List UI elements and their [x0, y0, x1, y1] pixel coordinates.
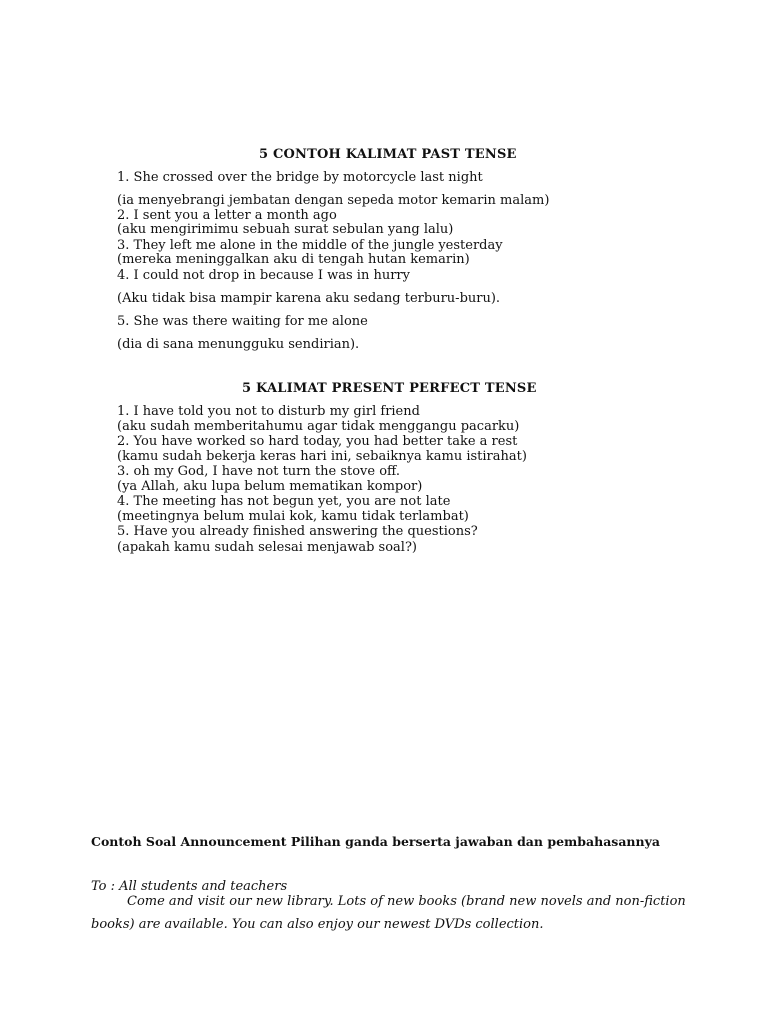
- present-perfect-line: 4. The meeting has not begun yet, you are not late: [117, 494, 451, 509]
- present-perfect-title: 5 KALIMAT PRESENT PERFECT TENSE: [242, 381, 537, 396]
- announcement-to-line: To : All students and teachers: [91, 879, 288, 894]
- past-tense-line: (ia menyebrangi jembatan dengan sepeda motor kemarin malam): [117, 193, 550, 208]
- present-perfect-line: (ya Allah, aku lupa belum mematikan kompor): [117, 479, 423, 494]
- past-tense-line: (mereka meninggalkan aku di tengah hutan kemarin): [117, 252, 470, 267]
- present-perfect-line: (apakah kamu sudah selesai menjawab soal?): [117, 540, 417, 555]
- past-tense-line: 2. I sent you a letter a month ago: [117, 208, 337, 223]
- past-tense-line: 3. They left me alone in the middle of the jungle yesterday: [117, 238, 503, 253]
- past-tense-line: 1. She crossed over the bridge by motorcycle last night: [117, 170, 483, 185]
- past-tense-line: (dia di sana menungguku sendirian).: [117, 337, 360, 352]
- present-perfect-line: (aku sudah memberitahumu agar tidak menggangu pacarku): [117, 419, 520, 434]
- present-perfect-line: 3. oh my God, I have not turn the stove off.: [117, 464, 400, 479]
- past-tense-line: (aku mengirimimu sebuah surat sebulan yang lalu): [117, 222, 454, 237]
- past-tense-line: (Aku tidak bisa mampir karena aku sedang terburu-buru).: [117, 291, 501, 306]
- announcement-heading: Contoh Soal Announcement Pilihan ganda berserta jawaban dan pembahasannya: [91, 834, 660, 849]
- past-tense-line: 5. She was there waiting for me alone: [117, 314, 368, 329]
- present-perfect-line: 1. I have told you not to disturb my girl friend: [117, 404, 420, 419]
- past-tense-title: 5 CONTOH KALIMAT PAST TENSE: [259, 147, 517, 162]
- past-tense-line: 4. I could not drop in because I was in hurry: [117, 268, 410, 283]
- announcement-body-line: Come and visit our new library. Lots of new books (brand new novels and non-fiction: [127, 894, 686, 909]
- present-perfect-line: (kamu sudah bekerja keras hari ini, sebaiknya kamu istirahat): [117, 449, 527, 464]
- present-perfect-line: 5. Have you already finished answering the questions?: [117, 524, 478, 539]
- present-perfect-line: (meetingnya belum mulai kok, kamu tidak terlambat): [117, 509, 469, 524]
- announcement-body-line: books) are available. You can also enjoy our newest DVDs collection.: [91, 917, 544, 932]
- present-perfect-line: 2. You have worked so hard today, you had better take a rest: [117, 434, 518, 449]
